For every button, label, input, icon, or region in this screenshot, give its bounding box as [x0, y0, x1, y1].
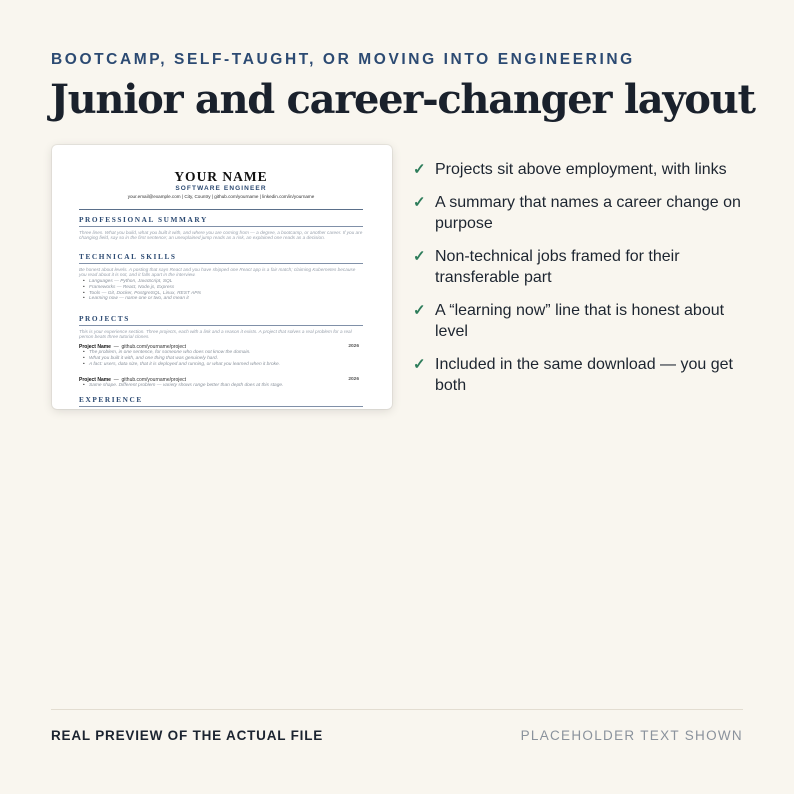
feature-text: Projects sit above employment, with links	[435, 161, 727, 178]
page-title: Junior and career-changer layout	[50, 76, 755, 123]
feature-text: A summary that names a career change on purpose	[435, 193, 741, 232]
resume-project-bullet: • A fact: users, data size, that it is deployed and running, or what you learned when it broke.	[79, 362, 363, 368]
resume-experience-section	[79, 395, 363, 407]
check-icon: ✓	[413, 193, 426, 211]
resume-project-name: Project Name	[79, 377, 111, 383]
resume-skills-section	[79, 252, 363, 302]
resume-project-bullets	[79, 350, 363, 368]
check-icon: ✓	[413, 355, 426, 373]
feature-list	[413, 159, 748, 408]
feature-item	[413, 354, 748, 397]
resume-projects-note: This is your experience section. Three projects, each with a link and a reason it exists. A project that solves a real problem for a real person beats three tutorial clones.	[79, 328, 352, 340]
check-icon: ✓	[413, 301, 426, 319]
check-icon: ✓	[413, 161, 426, 178]
feature-text: Non-technical jobs framed for their transferable part	[435, 247, 680, 286]
feature-item	[413, 159, 748, 181]
resume-project-bullets	[79, 383, 363, 389]
resume-skill-item: • Languages — Python, JavaScript, SQL	[79, 279, 363, 285]
footer-preview-label: REAL PREVIEW OF THE ACTUAL FILE	[51, 728, 324, 743]
resume-skills-heading: TECHNICAL SKILLS	[79, 252, 363, 264]
eyebrow-label: BOOTCAMP, SELF-TAUGHT, OR MOVING INTO ENGINEERING	[51, 51, 635, 68]
resume-project-year: 2026	[348, 377, 359, 382]
resume-preview	[52, 145, 392, 409]
feature-text: A “learning now” line that is honest about level	[435, 301, 725, 340]
feature-text: Included in the same download — you get both	[435, 355, 733, 394]
resume-skills-note: Be honest about levels. A posting that says React and you have shipped one React app is a fair match; claiming Kubernetes because you read about it is not, and it falls apart in the interview.	[79, 266, 356, 278]
resume-name: YOUR NAME	[174, 169, 268, 184]
resume-skill-item: • Tools — Git, Docker, PostgreSQL, Linux, REST APIs	[79, 291, 363, 297]
resume-experience-heading: EXPERIENCE	[79, 395, 363, 407]
resume-skill-item: • Frameworks — React, Node.js, Express	[79, 285, 363, 291]
resume-projects-section	[79, 314, 363, 340]
resume-project-link: github.com/yourname/project	[121, 344, 187, 350]
footer-placeholder-label: PLACEHOLDER TEXT SHOWN	[520, 728, 743, 743]
resume-projects-heading: PROJECTS	[79, 314, 363, 326]
feature-item	[413, 192, 748, 235]
resume-project-entry: Project Name — github.com/yourname/project	[79, 377, 187, 383]
check-icon: ✓	[413, 247, 426, 265]
resume-project-link: github.com/yourname/project	[121, 377, 187, 383]
resume-project-entry: Project Name — github.com/yourname/project	[79, 344, 187, 350]
resume-project-bullet: • Same shape. Different problem — variety shows range better than depth does at this stage.	[79, 383, 363, 389]
footer-divider	[51, 709, 743, 710]
resume-summary-heading: PROFESSIONAL SUMMARY	[79, 215, 363, 227]
resume-project-name: Project Name	[79, 344, 111, 350]
feature-item	[413, 246, 748, 289]
resume-summary-section	[79, 215, 363, 241]
resume-project-bullet: • The problem, in one sentence, for someone who does not know the domain.	[79, 350, 363, 356]
resume-project-bullet: • What you built it with, and one thing that was genuinely hard.	[79, 356, 363, 362]
resume-header-rule	[79, 209, 363, 210]
resume-skill-item: • Learning now — name one or two, and mean it	[79, 296, 363, 302]
resume-role: SOFTWARE ENGINEER	[175, 185, 267, 192]
resume-summary-text: Three lines. What you build, what you built it with, and where you are coming from — a degree, a bootcamp, or another career. If you are changing field, say so in the first sentence; an unexplained jump reads as a risk, an explained one reads as a decision.	[79, 229, 363, 241]
feature-item	[413, 300, 748, 343]
resume-project-year: 2026	[348, 344, 359, 349]
resume-contact: your.email@example.com | City, Country | github.com/yourname | linkedin.com/in/yourname	[127, 194, 315, 199]
